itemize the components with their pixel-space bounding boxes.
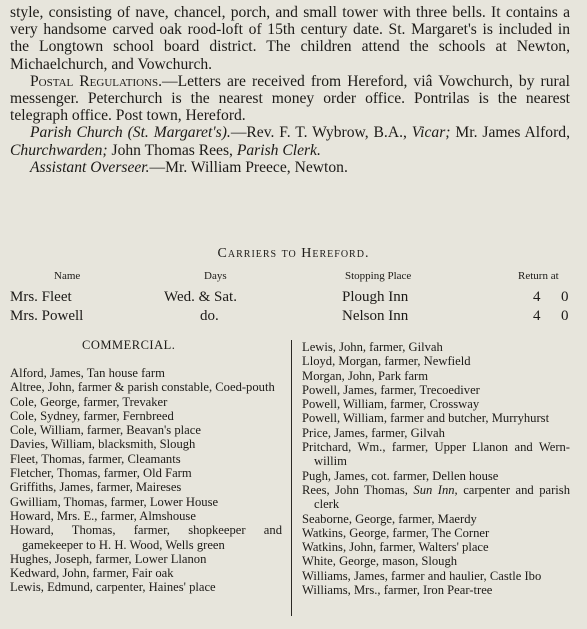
list-item: Alford, James, Tan house farm [10, 366, 165, 380]
alford-name: Mr. James Alford, [455, 124, 570, 142]
list-item: Williams, Mrs., farmer, Iron Pear-tree [302, 583, 493, 598]
carrier-place: Nelson Inn [342, 308, 409, 324]
intro-section [10, 4, 570, 176]
commercial-left-column [10, 366, 282, 595]
postal-label: Postal Regulations. [30, 72, 163, 90]
carriers-title: Carriers to Hereford. [217, 246, 370, 261]
overseer-text: —Mr. William Preece, Newton. [149, 158, 348, 176]
list-item: Cole, Sydney, farmer, Fernbreed [10, 408, 174, 423]
church-text: —Rev. F. T. Wybrow, B.A., [230, 124, 412, 142]
list-item: Pugh, James, cot. farmer, Dellen house [302, 468, 499, 483]
carrier-days: do. [200, 308, 219, 324]
list-item [302, 483, 570, 512]
list-item: Watkins, John, farmer, Walters' place [302, 540, 489, 555]
list-item: Powell, William, farmer and butcher, Murryhurst [302, 411, 550, 426]
carrier-name: Mrs. Powell [10, 308, 84, 324]
list-item: Williams, James, farmer and haulier, Castle Ibo [302, 568, 542, 583]
list-item: Seaborne, George, farmer, Maerdy [302, 511, 477, 526]
list-item: Davies, William, blacksmith, Slough [10, 437, 196, 452]
header-name: Name [54, 270, 81, 282]
header-return: Return at [518, 270, 559, 282]
commercial-heading: COMMERCIAL. [82, 338, 176, 352]
list-item: Hughes, Joseph, farmer, Lower Llanon [10, 551, 207, 566]
postal-regulations [10, 73, 570, 125]
header-place: Stopping Place [345, 270, 412, 282]
header-days: Days [204, 270, 227, 282]
list-item: Cole, William, farmer, Beavan's place [10, 423, 201, 438]
churchwarden-title: Churchwarden; [10, 141, 108, 159]
list-item: Morgan, John, Park farm [302, 368, 429, 383]
list-item: Kedward, John, farmer, Fair oak [10, 566, 174, 581]
entry-trade: carpenter and parish clerk [314, 482, 570, 512]
overseer-label: Assistant Overseer. [30, 158, 150, 176]
carrier-return-minute: 0 [561, 289, 569, 305]
rees-name: John Thomas Rees, [107, 141, 237, 159]
list-item: Powell, James, farmer, Trecoediver [302, 382, 480, 397]
list-item: Pritchard, Wm., farmer, Upper Llanon and Wern-willim [302, 440, 570, 469]
list-item: Lewis, John, farmer, Gilvah [302, 340, 443, 354]
list-item: Watkins, George, farmer, The Corner [302, 525, 490, 540]
list-item: Howard, Thomas, farmer, shopkeeper and gamekeeper to H. H. Wood, Wells green [10, 523, 282, 552]
carrier-return-hour: 4 [533, 289, 541, 305]
vicar-title: Vicar; [411, 124, 451, 142]
church-description: style, consisting of nave, chancel, porch, and small tower with three bells. It contains a very handsome carved oak rood-loft of 15th century date. St. Margaret's is included in the Longtown school board district. The children attend the schools at Newton, Michaelchurch, and Vowchurch. [10, 4, 570, 73]
church-label: Parish Church (St. Margaret's). [30, 124, 231, 142]
carrier-days: Wed. & Sat. [164, 289, 237, 305]
clerk-title: Parish Clerk. [236, 141, 321, 159]
inn-name: Sun Inn, [413, 482, 458, 497]
carrier-name: Mrs. Fleet [10, 289, 72, 305]
parish-officials [10, 124, 570, 158]
list-item: Griffiths, James, farmer, Maireses [10, 480, 182, 495]
entry-name: Rees, John Thomas, [302, 482, 414, 497]
list-item: Gwilliam, Thomas, farmer, Lower House [10, 494, 219, 509]
list-item: Price, James, farmer, Gilvah [302, 425, 445, 440]
column-divider [291, 340, 292, 616]
list-item: Powell, William, farmer, Crossway [302, 397, 480, 412]
commercial-right-column [302, 340, 570, 597]
list-item: Altree, John, farmer & parish constable, Coed-pouth [10, 380, 275, 395]
list-item: Fleet, Thomas, farmer, Cleamants [10, 451, 181, 466]
carrier-return-minute: 0 [561, 308, 569, 324]
list-item: White, George, mason, Slough [302, 554, 458, 569]
overseer-line [10, 159, 570, 176]
list-item: Lewis, Edmund, carpenter, Haines' place [10, 580, 216, 595]
list-item: Cole, George, farmer, Trevaker [10, 394, 168, 409]
list-item: Howard, Mrs. E., farmer, Almshouse [10, 508, 196, 523]
list-item: Fletcher, Thomas, farmer, Old Farm [10, 466, 192, 481]
list-item: Lloyd, Morgan, farmer, Newfield [302, 354, 471, 369]
carrier-return-hour: 4 [533, 308, 541, 324]
carrier-place: Plough Inn [342, 289, 409, 305]
postal-text: —Letters are received from Hereford, viâ Vowchurch, by rural messenger. Peterchurch is the nearest money order office. Pontrilas is the nearest telegraph office. Post town, Hereford. [10, 72, 570, 125]
